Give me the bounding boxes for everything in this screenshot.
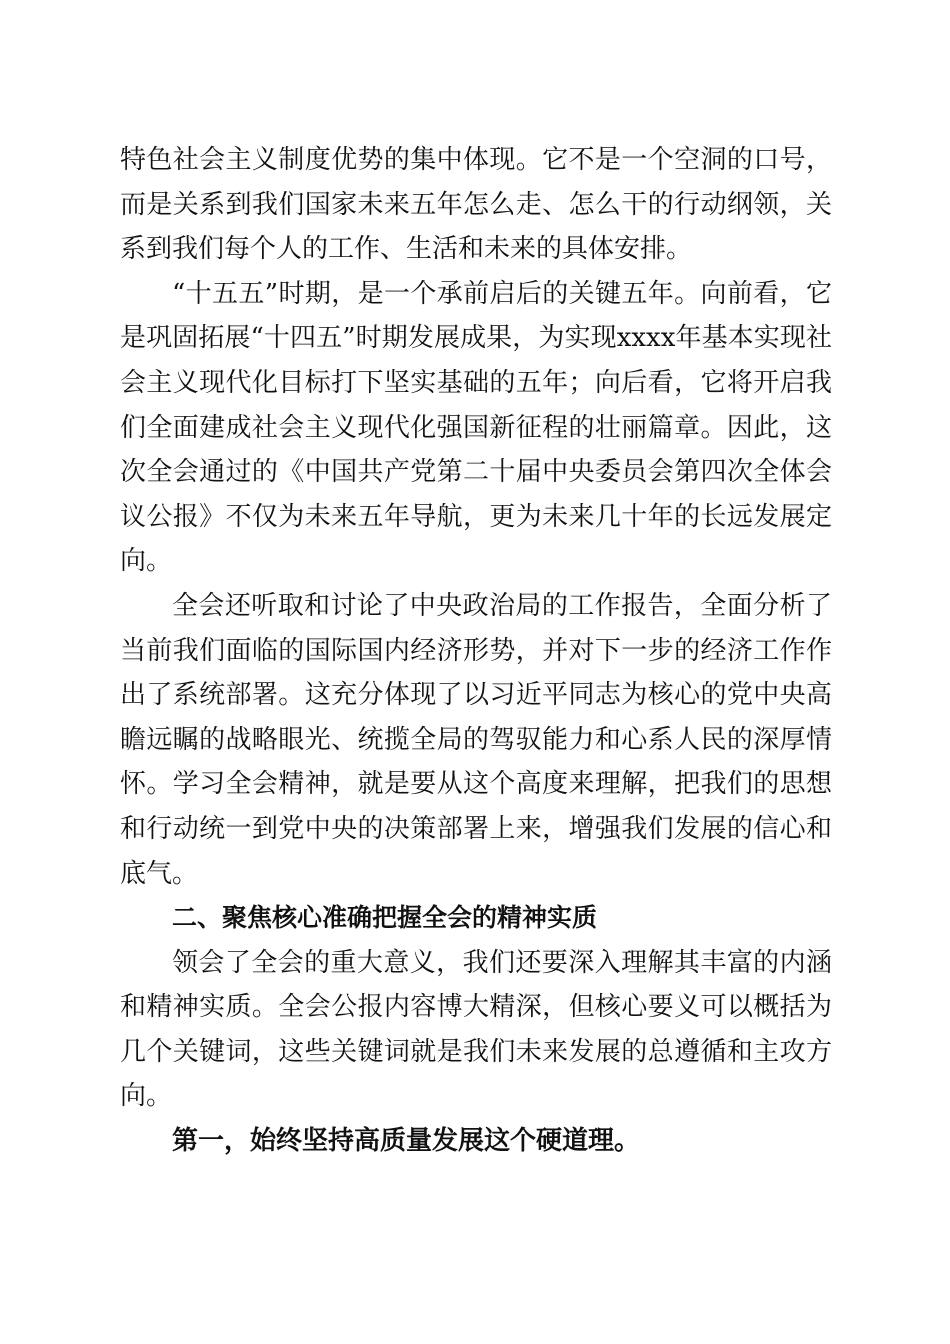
- section-heading: 二、聚焦核心准确把握全会的精神实质: [172, 903, 598, 933]
- paragraph-essence: 领会了全会的重大意义，我们还要深入理解其丰富的内涵和精神实质。全会公报内容博大精深，但核心要义可以概括为几个关键词，这些关键词就是我们未来发展的总遵循和主攻方向。: [120, 947, 832, 1112]
- paragraph-continuation: 特色社会主义制度优势的集中体现。它不是一个空洞的口号，而是关系到我们国家未来五年怎么走、怎么干的行动纲领，关系到我们每个人的工作、生活和未来的具体安排。: [120, 145, 832, 265]
- paragraph-work-report: 全会还听取和讨论了中央政治局的工作报告，全面分析了当前我们面临的国际国内经济形势，并对下一步的经济工作作出了系统部署。这充分体现了以习近平同志为核心的党中央高瞻远瞩的战略眼光、统揽全局的驾驭能力和心系人民的深厚情怀。学习全会精神，就是要从这个高度来理解，把我们的思想和行动统一到党中央的决策部署上来，增强我们发展的信心和底气。: [120, 590, 832, 889]
- paragraph-fifteenth-five-year-plan: “十五五”时期，是一个承前启后的关键五年。向前看，它是巩固拓展“十四五”时期发展成果，为实现xxxx年基本实现社会主义现代化目标打下坚实基础的五年；向后看，它将开启我们全面建成社会主义现代化强国新征程的壮丽篇章。因此，这次全会通过的《中国共产党第二十届中央委员会第四次全体会议公报》不仅为未来五年导航，更为未来几十年的长远发展定向。: [120, 278, 832, 577]
- point-first-heading: 第一，始终坚持高质量发展这个硬道理。: [172, 1126, 641, 1157]
- document-body: [120, 138, 832, 1164]
